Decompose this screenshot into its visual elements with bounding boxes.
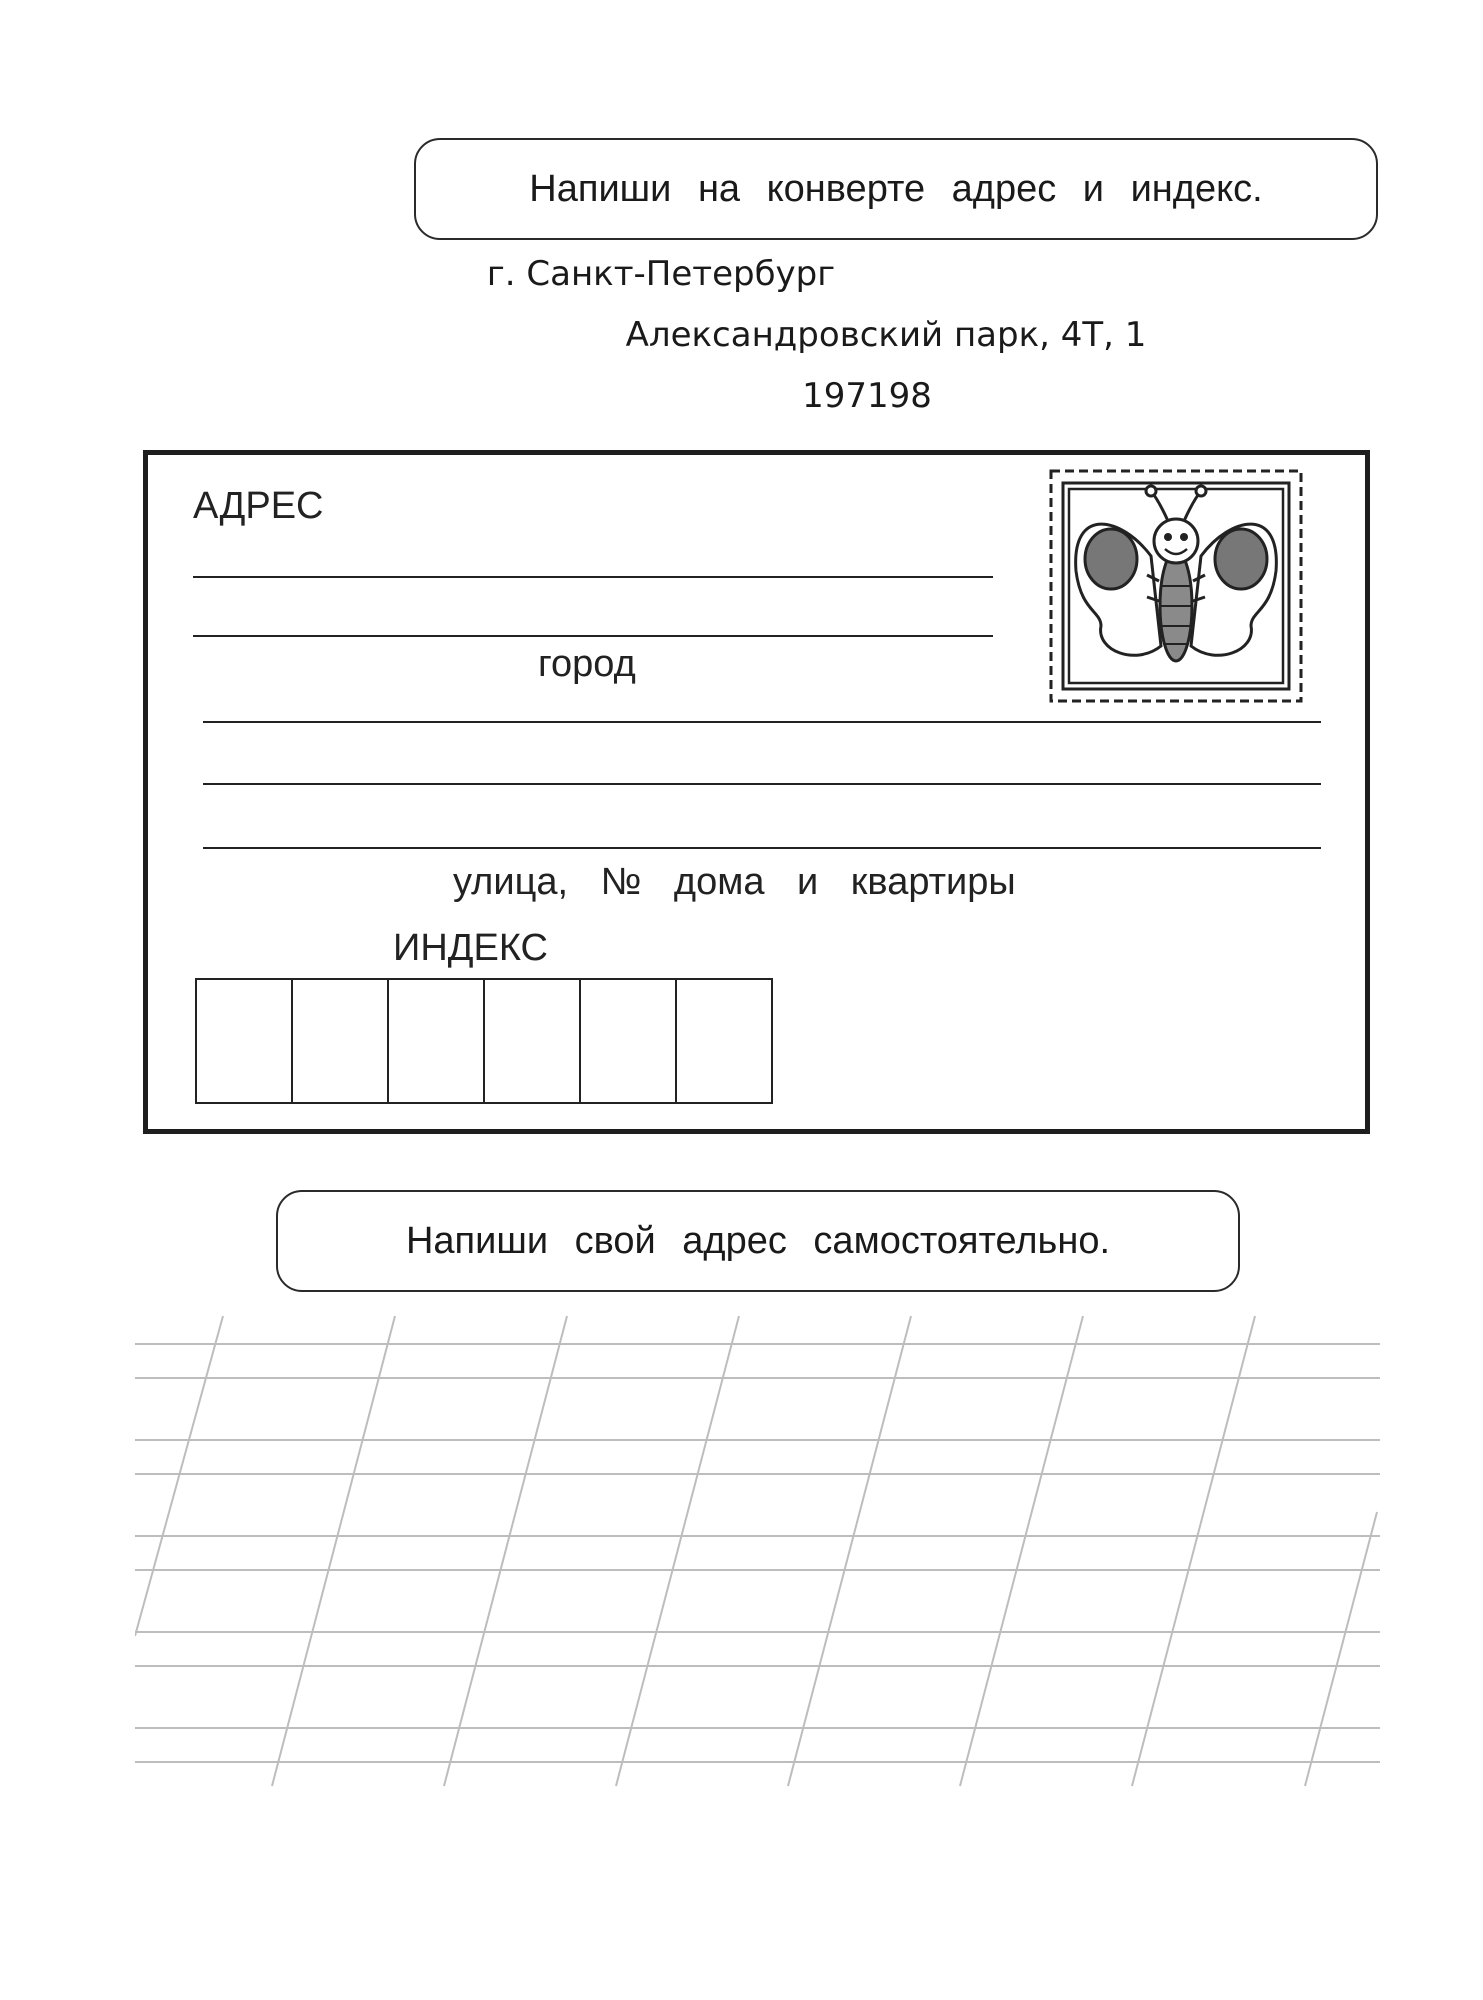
instruction-box-own-address bbox=[276, 1190, 1240, 1292]
index-cell[interactable] bbox=[387, 978, 485, 1104]
index-boxes bbox=[195, 978, 773, 1104]
index-cell[interactable] bbox=[195, 978, 293, 1104]
address-label: АДРЕС bbox=[193, 485, 324, 527]
index-cell[interactable] bbox=[483, 978, 581, 1104]
sample-address-street: Александровский парк, 4Т, 1 bbox=[625, 315, 1147, 355]
sample-address-index: 197198 bbox=[802, 376, 932, 416]
city-caption: город bbox=[538, 643, 636, 685]
address-write-line[interactable] bbox=[203, 783, 1321, 785]
address-write-line[interactable] bbox=[193, 576, 993, 578]
address-write-line[interactable] bbox=[203, 721, 1321, 723]
index-label: ИНДЕКС bbox=[393, 927, 548, 969]
butterfly-stamp-icon bbox=[1041, 461, 1311, 711]
envelope-form bbox=[143, 450, 1370, 1134]
instruction-text: Напиши свой адрес самостоятельно. bbox=[405, 1219, 1111, 1262]
index-cell[interactable] bbox=[291, 978, 389, 1104]
street-caption: улица, № дома и квартиры bbox=[453, 861, 1016, 903]
address-write-line[interactable] bbox=[193, 635, 993, 637]
index-cell[interactable] bbox=[675, 978, 773, 1104]
sample-address-city: г. Санкт-Петербург bbox=[486, 254, 836, 294]
index-cell[interactable] bbox=[579, 978, 677, 1104]
address-write-line[interactable] bbox=[203, 847, 1321, 849]
instruction-box-envelope bbox=[414, 138, 1378, 240]
handwriting-practice-ruling[interactable] bbox=[135, 1316, 1380, 1791]
instruction-text: Напиши на конверте адрес и индекс. bbox=[529, 167, 1263, 210]
